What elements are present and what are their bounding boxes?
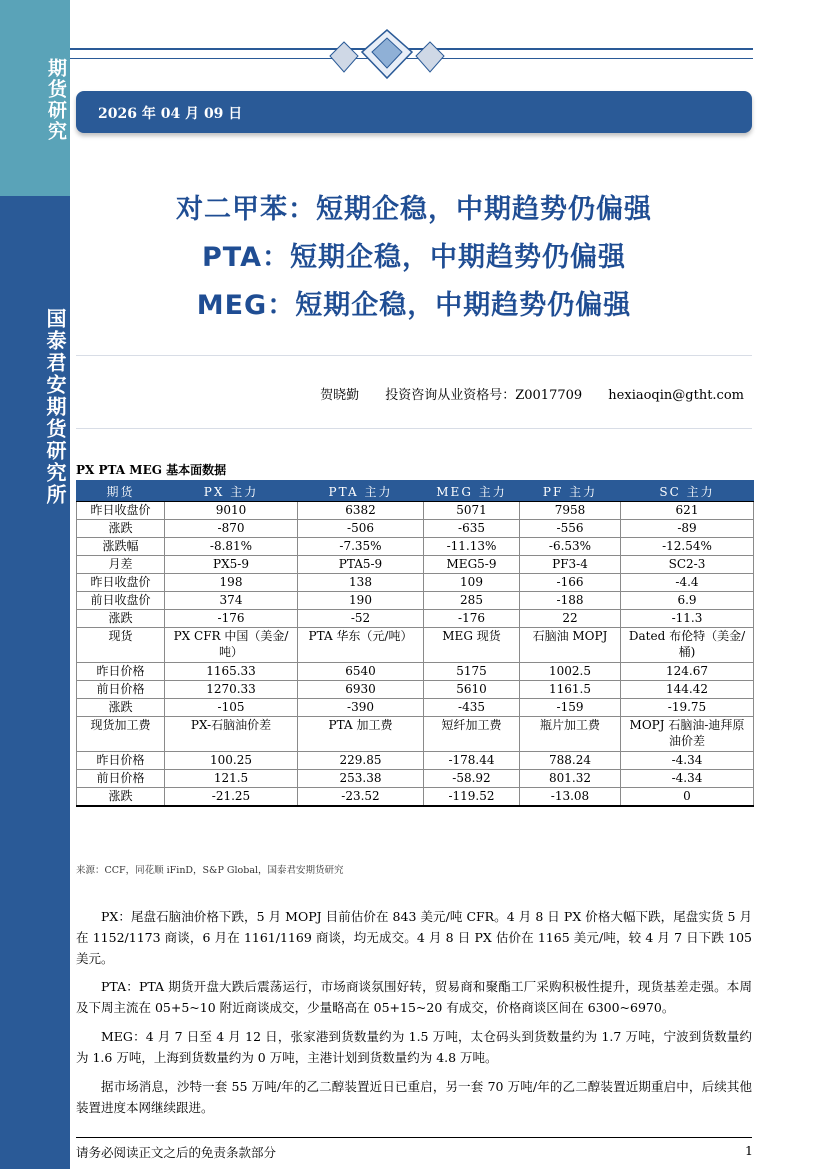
row-label-cell: 昨日收盘价 [77, 574, 165, 592]
divider-line-2 [76, 428, 752, 429]
table-cell: 5175 [424, 663, 520, 681]
row-label-cell: 现货 [77, 628, 165, 663]
table-cell: -166 [520, 574, 621, 592]
table-row [77, 663, 754, 681]
table-cell: 1165.33 [165, 663, 298, 681]
row-label-cell: 涨跌幅 [77, 538, 165, 556]
footer-disclaimer: 请务必阅读正文之后的免责条款部分 [76, 1145, 277, 1160]
title-px: 对二甲苯：短期企稳，中期趋势仍偏强 [176, 194, 652, 225]
table-cell: -105 [165, 699, 298, 717]
paragraph-px: PX：尾盘石脑油价格下跌，5 月 MOPJ 目前估价在 843 美元/吨 CFR。4 月 8 日 PX 价格大幅下跌，尾盘实货 5 月在 1152/1173 商谈，6 月在 1161/1169 商谈，均无成交。4 月 8 日 PX 估价在 1165 美元/吨，较 4 月 7 日下跌 105 美元。 [76, 909, 752, 966]
table-cell: 7958 [520, 502, 621, 520]
table-source-note: 来源：CCF，同花顺 iFinD，S&P Global，国泰君安期货研究 [76, 865, 344, 876]
table-cell: MOPJ 石脑油-迪拜原油价差 [621, 717, 754, 752]
divider-line [76, 355, 752, 356]
author-line [76, 384, 744, 403]
side-band-bottom [0, 196, 70, 1169]
side-band-top [0, 0, 70, 196]
table-cell: -4.34 [621, 770, 754, 788]
table-cell: -159 [520, 699, 621, 717]
table-row [77, 574, 754, 592]
row-label-cell: 月差 [77, 556, 165, 574]
table-cell: -4.34 [621, 752, 754, 770]
table-cell: -11.13% [424, 538, 520, 556]
table-cell: -435 [424, 699, 520, 717]
table-cell: -506 [298, 520, 424, 538]
table-cell: 22 [520, 610, 621, 628]
column-header: SC 主力 [621, 481, 754, 502]
table-cell: -11.3 [621, 610, 754, 628]
table-cell: -58.92 [424, 770, 520, 788]
table-cell: -52 [298, 610, 424, 628]
table-cell: 109 [424, 574, 520, 592]
table-cell: 229.85 [298, 752, 424, 770]
row-label-cell: 涨跌 [77, 520, 165, 538]
table-cell: 1161.5 [520, 681, 621, 699]
table-row [77, 520, 754, 538]
table-cell: -178.44 [424, 752, 520, 770]
table-cell: PX5-9 [165, 556, 298, 574]
table-cell: -7.35% [298, 538, 424, 556]
table-cell: 1002.5 [520, 663, 621, 681]
table-cell: 6382 [298, 502, 424, 520]
row-label-cell: 昨日价格 [77, 752, 165, 770]
table-cell: Dated 布伦特（美金/桶) [621, 628, 754, 663]
table-cell: 190 [298, 592, 424, 610]
table-row [77, 538, 754, 556]
column-header: 期货 [77, 481, 165, 502]
table-cell: MEG 现货 [424, 628, 520, 663]
table-cell: PX-石脑油价差 [165, 717, 298, 752]
table-cell: -6.53% [520, 538, 621, 556]
table-row [77, 717, 754, 752]
table-cell: 285 [424, 592, 520, 610]
table-cell: 198 [165, 574, 298, 592]
table-cell: 瓶片加工费 [520, 717, 621, 752]
table-row [77, 610, 754, 628]
table-cell: -21.25 [165, 788, 298, 807]
table-cell: -188 [520, 592, 621, 610]
table-cell: -23.52 [298, 788, 424, 807]
table-cell: 788.24 [520, 752, 621, 770]
table-cell: 短纤加工费 [424, 717, 520, 752]
row-label-cell: 涨跌 [77, 610, 165, 628]
paragraph-pta: PTA：PTA 期货开盘大跌后震荡运行，市场商谈氛围好转，贸易商和聚酯工厂采购积极性提升，现货基差走强。本周及下周主流在 05+5~10 附近商谈成交，少量略高在 05+15~20 有成交，价格商谈区间在 6300~6970。 [76, 979, 752, 1015]
table-row [77, 788, 754, 807]
date-banner [76, 91, 752, 133]
row-label-cell: 涨跌 [77, 699, 165, 717]
footer-rule [76, 1137, 752, 1138]
table-cell: 374 [165, 592, 298, 610]
table-cell: -556 [520, 520, 621, 538]
author-email[interactable]: hexiaoqin@gtht.com [608, 388, 744, 403]
report-date: 2026 年 04 月 09 日 [98, 106, 243, 122]
table-cell: MEG5-9 [424, 556, 520, 574]
table-cell: -89 [621, 520, 754, 538]
table-cell: 144.42 [621, 681, 754, 699]
table-row [77, 556, 754, 574]
table-cell: 9010 [165, 502, 298, 520]
column-header: MEG 主力 [424, 481, 520, 502]
table-cell: 124.67 [621, 663, 754, 681]
column-header: PX 主力 [165, 481, 298, 502]
table-row [77, 681, 754, 699]
title-pta: PTA：短期企稳，中期趋势仍偏强 [201, 242, 626, 273]
table-cell: -390 [298, 699, 424, 717]
column-header: PTA 主力 [298, 481, 424, 502]
table-cell: 621 [621, 502, 754, 520]
table-cell: 138 [298, 574, 424, 592]
row-label-cell: 前日价格 [77, 770, 165, 788]
table-cell: 6930 [298, 681, 424, 699]
table-cell: -176 [424, 610, 520, 628]
table-title: PX PTA MEG 基本面数据 [76, 463, 227, 477]
paragraph-news: 据市场消息，沙特一套 55 万吨/年的乙二醇装置近日已重启，另一套 70 万吨/年的乙二醇装置近期重启中，后续其他装置进度本网继续跟进。 [76, 1079, 752, 1115]
side-label-research: 期货研究 [45, 58, 67, 142]
table-row [77, 628, 754, 663]
table-cell: PTA 华东（元/吨） [298, 628, 424, 663]
table-cell: -13.08 [520, 788, 621, 807]
table-cell: 6.9 [621, 592, 754, 610]
table-cell: 100.25 [165, 752, 298, 770]
table-row [77, 592, 754, 610]
column-header: PF 主力 [520, 481, 621, 502]
table-cell: 801.32 [520, 770, 621, 788]
row-label-cell: 昨日价格 [77, 663, 165, 681]
table-cell: 石脑油 MOPJ [520, 628, 621, 663]
author-name: 贺晓勤 [320, 388, 360, 403]
table-cell: PTA5-9 [298, 556, 424, 574]
paragraph-meg: MEG：4 月 7 日至 4 月 12 日，张家港到货数量约为 1.5 万吨，太仓码头到货数量约为 1.7 万吨，宁波到货数量约为 1.6 万吨，上海到货数量约为 0 万吨，主港计划到货数量约为 4.8 万吨。 [76, 1029, 752, 1065]
fundamentals-table [76, 480, 754, 807]
table-cell: PX CFR 中国（美金/吨） [165, 628, 298, 663]
row-label-cell: 前日收盘价 [77, 592, 165, 610]
table-cell: 121.5 [165, 770, 298, 788]
table-cell: PTA 加工费 [298, 717, 424, 752]
table-cell: 1270.33 [165, 681, 298, 699]
row-label-cell: 前日价格 [77, 681, 165, 699]
table-cell: -8.81% [165, 538, 298, 556]
table-cell: -176 [165, 610, 298, 628]
table-cell: -12.54% [621, 538, 754, 556]
side-label-institute: 国泰君安期货研究所 [43, 308, 67, 506]
title-meg: MEG：短期企稳，中期趋势仍偏强 [196, 290, 632, 321]
author-qualification: 投资咨询从业资格号：Z0017709 [385, 388, 583, 403]
table-header-row [77, 481, 754, 502]
table-cell: -119.52 [424, 788, 520, 807]
table-row [77, 502, 754, 520]
table-cell: -19.75 [621, 699, 754, 717]
table-row [77, 770, 754, 788]
table-cell: 5071 [424, 502, 520, 520]
table-cell: -870 [165, 520, 298, 538]
page-number: 1 [745, 1143, 753, 1158]
table-cell: 6540 [298, 663, 424, 681]
table-cell: -4.4 [621, 574, 754, 592]
table-row [77, 699, 754, 717]
table-cell: PF3-4 [520, 556, 621, 574]
table-cell: 5610 [424, 681, 520, 699]
table-cell: 253.38 [298, 770, 424, 788]
row-label-cell: 现货加工费 [77, 717, 165, 752]
row-label-cell: 昨日收盘价 [77, 502, 165, 520]
table-row [77, 752, 754, 770]
table-cell: 0 [621, 788, 754, 807]
row-label-cell: 涨跌 [77, 788, 165, 807]
table-cell: SC2-3 [621, 556, 754, 574]
table-cell: -635 [424, 520, 520, 538]
diamond-logo-icon [322, 26, 452, 82]
